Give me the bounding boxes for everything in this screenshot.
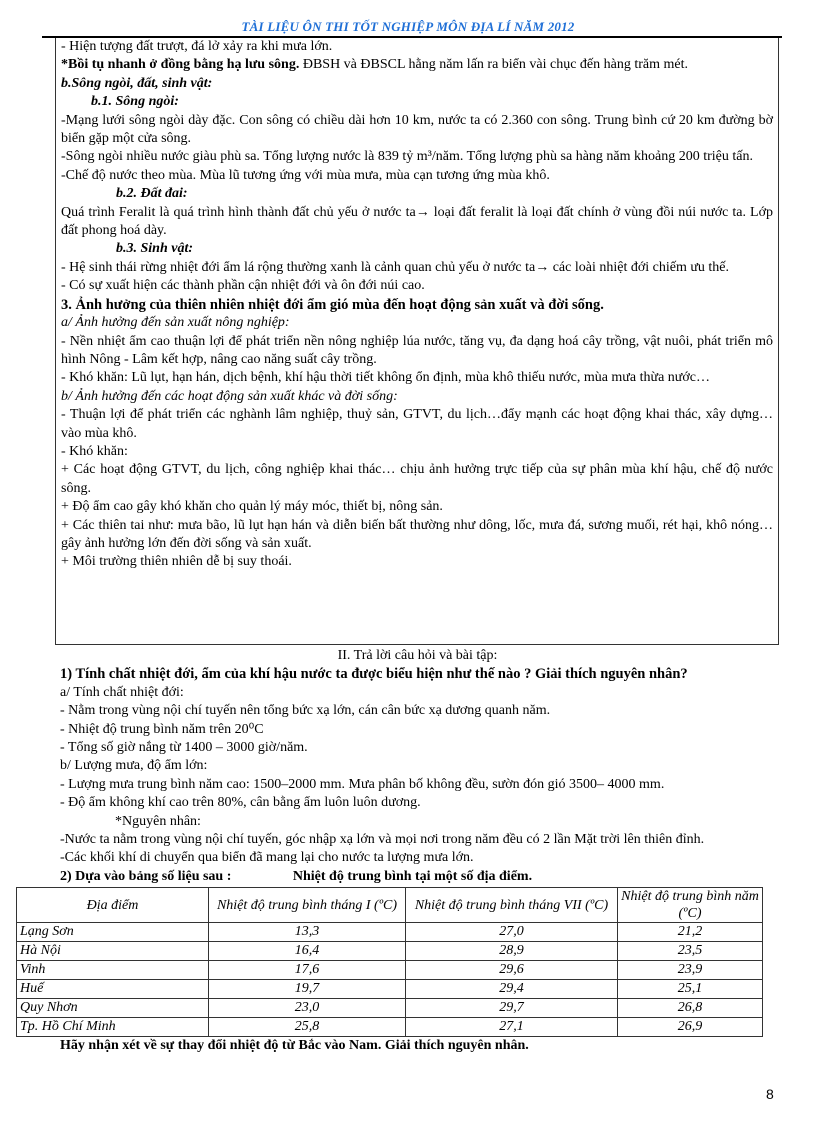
temperature-table [16,887,763,1037]
location-cell: Tp. Hồ Chí Minh [17,1018,209,1037]
text-run: - Độ ẩm không khí cao trên 80%, cân bằng ẩm luôn luôn dương. [60,795,421,811]
text-run: a/ Tính chất nhiệt đới: [60,684,184,700]
text-run: - Nhiệt độ trung bình năm trên 20⁰C [60,721,264,737]
location-cell: Hà Nội [17,942,209,961]
paragraph [60,849,775,867]
paragraph [61,406,773,443]
text-run: - Nền nhiệt ẩm cao thuận lợi để phát triển nền nông nghiệp lúa nước, tăng vụ, đa dạng hoá cây trồng, vật nuôi, phát triển mô hình Nông - Lâm kết hợp, nâng cao năng suất cây trồng. [61,333,773,367]
paragraph [61,498,773,516]
temperature-cell: 29,4 [406,980,618,999]
location-cell: Vinh [17,961,209,980]
location-cell: Lạng Sơn [17,923,209,942]
paragraph [60,776,775,794]
column-header: Nhiệt độ trung bình năm (ºC) [618,888,763,923]
paragraph [60,665,775,683]
temperature-cell: 25,1 [618,980,763,999]
text-run: + Độ ẩm cao gây khó khăn cho quản lý máy móc, thiết bị, nông sản. [61,499,443,515]
temperature-cell: 23,9 [618,961,763,980]
text-run: -Chế độ nước theo mùa. Mùa lũ tương ứng với mùa mưa, mùa cạn tương ứng mùa khô. [61,167,550,183]
temperature-cell: 16,4 [209,942,406,961]
paragraph [61,461,773,498]
temperature-cell: 26,9 [618,1018,763,1037]
temperature-cell: 13,3 [209,923,406,942]
paragraph [60,794,775,812]
text-run: b/ Lượng mưa, độ ẩm lớn: [60,758,208,774]
temperature-cell: 21,2 [618,923,763,942]
temperature-cell: 17,6 [209,961,406,980]
exercise-2-question: Hãy nhận xét về sự thay đổi nhiệt độ từ Bắc vào Nam. Giải thích nguyên nhân. [60,1038,529,1054]
table-row [17,923,763,942]
summary-box [55,38,779,645]
text-run: - Hiện tượng đất trượt, đá lở xảy ra khi mưa lớn. [61,39,333,54]
text-run: - Khó khăn: Lũ lụt, hạn hán, dịch bệnh, khí hậu thời tiết không ổn định, mùa khô thiếu nước, mùa mưa thừa nước… [61,370,711,386]
exercises-section [20,647,775,1056]
exercise-2-heading [60,868,775,886]
text-run: + Môi trường thiên nhiên dễ bị suy thoái. [61,554,292,570]
paragraph [60,739,775,757]
column-header: Nhiệt độ trung bình tháng VII (ºC) [406,888,618,923]
text-run: -Mạng lưới sông ngòi dày đặc. Con sông có chiều dài hơn 10 km, nước ta có 2.360 con sông. Trung bình cứ 20 km đường bờ biển gặp một cửa sông. [61,112,773,147]
paragraph [61,112,773,149]
column-header: Địa điểm [17,888,209,923]
text-run: + Các hoạt động GTVT, du lịch, công nghiệp khai thác… chịu ảnh hưởng trực tiếp của sự phân mùa khí hậu, chế độ nước sông. [61,462,773,496]
paragraph [61,93,773,111]
temperature-cell: 23,5 [618,942,763,961]
paragraph [61,148,773,166]
temperature-cell: 23,0 [209,999,406,1018]
page-number: 8 [766,1086,774,1102]
text-run: *Nguyên nhân: [115,813,201,829]
text-run: -Các khối khí di chuyển qua biển đã mang lại cho nước ta lượng mưa lớn. [60,850,474,866]
text-run: b.1. Sông ngòi: [91,94,179,110]
text-run: - Tổng số giờ nắng từ 1400 – 3000 giờ/năm. [60,740,308,756]
text-run: b.Sông ngòi, đất, sinh vật: [61,75,213,91]
text-run: Quá trình Feralit là quá trình hình thành đất chủ yếu ở nước ta→ loại đất feralit là loại đất chính ở vùng đồi núi nước ta. Lớp đất phong hoá dày. [61,204,773,239]
text-run: - Có sự xuất hiện các thành phần cận nhiệt đới và ôn đới núi cao. [61,278,425,294]
paragraph [60,702,775,720]
paragraph [61,277,773,295]
paragraph [60,721,775,739]
text-run: -Nước ta nằm trong vùng nội chí tuyến, góc nhập xạ lớn và mọi nơi trong năm đều có 2 lần Mặt trời lên thiên đỉnh. [60,832,705,848]
temperature-cell: 27,1 [406,1018,618,1037]
text-run: a/ Ảnh hưởng đến sản xuất nông nghiệp: [61,315,290,331]
text-run: 1) Tính chất nhiệt đới, ẩm của khí hậu nước ta được biểu hiện như thế nào ? Giải thích nguyên nhân? [60,666,688,683]
paragraph [61,75,773,93]
table-row [17,961,763,980]
paragraph [61,56,773,74]
paragraph [61,185,773,203]
exercise-2-prompt: 2) Dựa vào bảng số liệu sau : [60,868,232,884]
temperature-cell: 29,7 [406,999,618,1018]
paragraph [61,333,773,370]
text-run: b/ Ảnh hưởng đến các hoạt động sản xuất khác và đời sống: [61,388,398,404]
temperature-cell: 25,8 [209,1018,406,1037]
text-run: - Lượng mưa trung bình năm cao: 1500–2000 mm. Mưa phân bố không đều, sườn đón gió 3500– 4000 mm. [60,776,665,792]
paragraph [61,259,773,277]
location-cell: Huế [17,980,209,999]
paragraph [61,314,773,332]
location-cell: Quy Nhơn [17,999,209,1018]
paragraph [61,296,773,314]
paragraph [60,831,775,849]
table-title: Nhiệt độ trung bình tại một số địa điểm. [292,868,533,884]
text-run: *Bồi tụ nhanh ở đồng bằng hạ lưu sông. [61,57,300,73]
temperature-cell: 28,9 [406,942,618,961]
temperature-cell: 27,0 [406,923,618,942]
paragraph [60,647,775,665]
text-run: ĐBSH và ĐBSCL hằng năm lấn ra biển vài chục đến hàng trăm mét. [299,57,688,73]
text-run: + Các thiên tai như: mưa bão, lũ lụt hạn hán và diễn biến bất thường như dông, lốc, mưa đá, sương muối, rét hại, khô nóng… gây ảnh hưởng lớn đến đời sống và sản xuất. [61,517,773,551]
paragraph [60,757,775,775]
text-run: - Khó khăn: [61,443,128,459]
table-row [17,1018,763,1037]
paragraph [61,240,773,258]
table-header-row [17,888,763,923]
paragraph [61,369,773,387]
paragraph [61,38,773,56]
text-run: b.3. Sinh vật: [116,241,194,257]
page-header-title: TÀI LIỆU ÔN THI TỐT NGHIỆP MÔN ĐỊA LÍ NĂM 2012 [241,19,575,34]
text-run: - Nằm trong vùng nội chí tuyến nên tổng bức xạ lớn, cán cân bức xạ dương quanh năm. [60,703,551,719]
text-run: - Thuận lợi để phát triển các nghành lâm nghiệp, thuỷ sản, GTVT, du lịch…đẩy mạnh các hoạt động khai thác, xây dựng… vào mùa khô. [61,407,773,441]
paragraph [61,443,773,461]
text-run: -Sông ngòi nhiều nước giàu phù sa. Tổng lượng nước là 839 tỷ m³/năm. Tổng lượng phù sa hàng năm khoảng 200 triệu tấn. [61,149,754,165]
paragraph [60,813,775,831]
text-run: b.2. Đất đai: [116,186,188,202]
paragraph [61,204,773,241]
paragraph [61,388,773,406]
text-run: II. Trả lời câu hỏi và bài tập: [337,648,498,663]
text-run: 3. Ảnh hưởng của thiên nhiên nhiệt đới ẩm gió mùa đến hoạt động sản xuất và đời sống. [61,296,604,313]
text-run: - Hệ sinh thái rừng nhiệt đới ẩm lá rộng thường xanh là cảnh quan chủ yếu ở nước ta→ các loài nhiệt đới chiếm ưu thế. [61,259,730,275]
table-row [17,999,763,1018]
paragraph [61,167,773,185]
column-header: Nhiệt độ trung bình tháng I (ºC) [209,888,406,923]
temperature-cell: 26,8 [618,999,763,1018]
paragraph [60,684,775,702]
paragraph [61,553,773,571]
table-row [17,942,763,961]
temperature-cell: 29,6 [406,961,618,980]
paragraph [61,517,773,554]
table-row [17,980,763,999]
temperature-cell: 19,7 [209,980,406,999]
